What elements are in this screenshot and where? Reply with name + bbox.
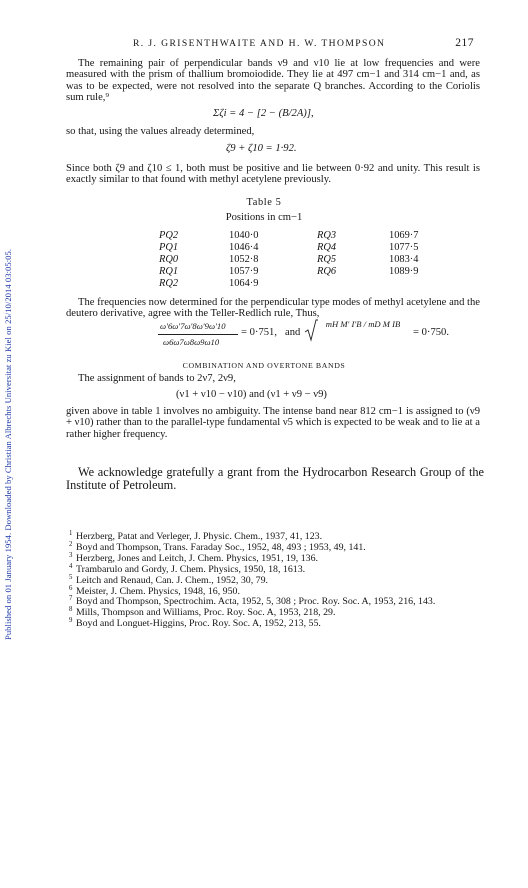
table-cell: 1089·9 bbox=[389, 266, 419, 277]
root-result: = 0·750. bbox=[413, 327, 449, 338]
table-cell: RQ1 bbox=[159, 266, 179, 277]
reference-text: Trambarulo and Gordy, J. Chem. Physics, 1950, 18, 1613. bbox=[76, 563, 306, 575]
running-head bbox=[66, 38, 474, 52]
coriolis-sum-equation: Σζi = 4 − [2 − (B/2A)], bbox=[213, 108, 314, 119]
table-cell: 1046·4 bbox=[229, 242, 259, 253]
reference-number: 3 bbox=[69, 551, 73, 559]
table-cell: 1057·9 bbox=[229, 266, 259, 277]
reference-number: 8 bbox=[69, 606, 73, 614]
table-cell: RQ0 bbox=[159, 254, 179, 265]
reference-number: 1 bbox=[69, 530, 73, 537]
paragraph-1: The remaining pair of perpendicular bands ν9 and ν10 lie at low frequencies and were measured with the prism of thallium bromoiodide. They lie at 497 cm−1 and 314 cm−1 and, as was to be expected, were not resolved into the separate Q branches. According to the Coriolis sum rule,⁹ bbox=[66, 58, 480, 103]
reference-text: Herzberg, Patat and Verleger, J. Physic. Chem., 1937, 41, 123. bbox=[76, 531, 323, 542]
reference-text: Boyd and Thompson, Trans. Faraday Soc., 1952, 48, 493 ; 1953, 49, 141. bbox=[76, 541, 366, 553]
root-content: mH M′ I′B / mD M IB bbox=[325, 319, 401, 329]
paragraph-2: so that, using the values already determined, bbox=[66, 126, 255, 137]
table-cell: 1052·8 bbox=[229, 254, 259, 265]
reference-text: Boyd and Longuet-Higgins, Proc. Roy. Soc. A, 1952, 213, 55. bbox=[76, 618, 321, 630]
table-cell: PQ2 bbox=[159, 230, 179, 241]
table-subtitle: Positions in cm−1 bbox=[225, 212, 303, 223]
references-list bbox=[70, 532, 484, 630]
table-cell: RQ2 bbox=[159, 278, 179, 289]
table-cell: 1069·7 bbox=[389, 230, 419, 241]
reference-item bbox=[70, 619, 484, 630]
reference-text: Meister, J. Chem. Physics, 1948, 16, 950. bbox=[76, 585, 240, 597]
paragraph-5: The assignment of bands to 2ν7, 2ν9, bbox=[78, 373, 236, 384]
table-cell: RQ3 bbox=[317, 230, 337, 241]
reference-number: 4 bbox=[69, 562, 73, 570]
paragraph-4: The frequencies now determined for the perpendicular type modes of methyl acetylene and the deutero derivative, agree with the Teller-Redlich rule, Thus, bbox=[66, 297, 480, 320]
zeta-sum-equation: ζ9 + ζ10 = 1·92. bbox=[226, 143, 297, 154]
table-cell: RQ5 bbox=[317, 254, 337, 265]
reference-number: 2 bbox=[69, 540, 73, 548]
reference-item bbox=[69, 573, 484, 587]
paragraph-6: given above in table 1 involves no ambiguity. The intense band near 812 cm−1 is assigned to (ν9 + ν10) rather than to the parallel-type fundamental ν5 which is expected to be weak and to lie at a rather higher frequency. bbox=[66, 406, 480, 440]
reference-item bbox=[69, 562, 484, 576]
reference-number: 9 bbox=[69, 617, 73, 625]
table-title: Table 5 bbox=[246, 197, 282, 208]
table-cell: 1083·4 bbox=[389, 254, 419, 265]
reference-number: 5 bbox=[69, 573, 73, 581]
reference-number: 7 bbox=[69, 595, 73, 603]
table-cell: RQ4 bbox=[317, 242, 337, 253]
radical-sign-icon bbox=[304, 318, 318, 342]
reference-text: Herzberg, Jones and Leitch, J. Chem. Physics, 1951, 19, 136. bbox=[76, 552, 318, 564]
reference-text: Boyd and Thompson, Spectrochim. Acta, 1952, 5, 308 ; Proc. Roy. Soc. A, 1953, 216, 143. bbox=[76, 596, 436, 608]
table-cell: PQ1 bbox=[159, 242, 179, 253]
ratio-denominator: ω6ω7ω8ω9ω10 bbox=[163, 337, 220, 347]
acknowledgement: We acknowledge gratefully a grant from the Hydrocarbon Research Group of the Institute of Petroleum. bbox=[66, 465, 484, 493]
table-cell: 1077·5 bbox=[389, 242, 419, 253]
section-heading: COMBINATION AND OVERTONE BANDS bbox=[182, 361, 346, 370]
table-cell: 1040·0 bbox=[229, 230, 259, 241]
conjunction: and bbox=[285, 327, 301, 338]
page-number: 217 bbox=[455, 37, 474, 49]
reference-text: Leitch and Renaud, Can. J. Chem., 1952, 30, 79. bbox=[76, 574, 268, 586]
combination-equation: (ν1 + ν10 − ν10) and (ν1 + ν9 − ν9) bbox=[176, 389, 327, 400]
ratio-result: = 0·751, bbox=[241, 327, 277, 338]
fraction-bar bbox=[158, 334, 238, 335]
download-stamp[interactable]: Published on 01 January 1954. Downloaded by Christian Albrechts Universitat zu Kiel on 25/10/2014 03:05:05. bbox=[3, 248, 13, 640]
ratio-numerator: ω′6ω′7ω′8ω′9ω′10 bbox=[160, 321, 226, 331]
reference-text: Mills, Thompson and Williams, Proc. Roy. Soc. A, 1953, 218, 29. bbox=[76, 607, 336, 619]
paragraph-3: Since both ζ9 and ζ10 ≤ 1, both must be positive and lie between 0·92 and unity. This result is exactly similar to that found with methyl acetylene previously. bbox=[66, 163, 480, 186]
reference-number: 6 bbox=[69, 584, 73, 592]
running-head-authors: R. J. GRISENTHWAITE AND H. W. THOMPSON bbox=[133, 38, 386, 49]
table-cell: 1064·9 bbox=[229, 278, 259, 289]
table-cell: RQ6 bbox=[317, 266, 337, 277]
